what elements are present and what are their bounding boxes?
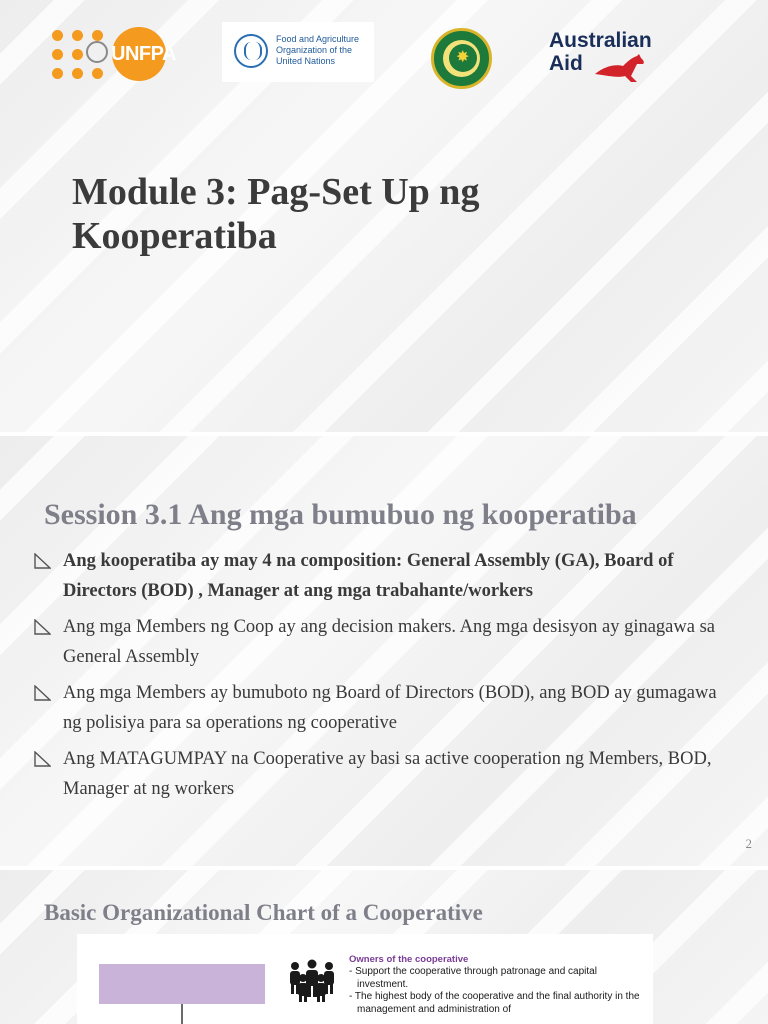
star-icon: ✸: [456, 47, 470, 66]
owners-point: - The highest body of the cooperative and the final authority in the management and administration of: [349, 991, 640, 1015]
australian-aid-text-line2: Aid: [549, 52, 583, 75]
bullet-item: [34, 744, 734, 804]
fao-text: [276, 34, 359, 67]
bullet-text: Ang kooperatiba ay may 4 na composition: General Assembly (GA), Board of Directors (BOD) , Manager at ang mga trabahante/workers: [63, 551, 674, 601]
org-chart: [77, 934, 653, 1024]
triangle-bullet-icon: [34, 751, 51, 767]
general-assembly-box: [99, 964, 265, 1004]
kangaroo-icon: [591, 52, 649, 84]
slide-session: [0, 436, 768, 866]
un-emblem-icon: [86, 41, 108, 63]
org-chart-title: Basic Organizational Chart of a Cooperative: [44, 900, 483, 925]
fao-text-line1: Food and Agriculture: [276, 34, 360, 44]
triangle-bullet-icon: [34, 685, 51, 701]
triangle-bullet-icon: [34, 619, 51, 635]
session-title: Session 3.1 Ang mga bumubuo ng kooperatiba: [44, 498, 637, 531]
people-group-icon: [285, 958, 339, 1002]
page-number: 2: [745, 836, 752, 851]
slide-org-chart: [0, 870, 768, 1024]
government-seal-icon: [431, 28, 492, 89]
connector-line: [181, 1004, 183, 1024]
module-title-line2: Kooperatiba: [72, 215, 277, 257]
fao-emblem-icon: [234, 34, 268, 68]
australian-aid-logo: [549, 30, 669, 86]
module-title: [72, 170, 692, 258]
bullet-text: Ang mga Members ng Coop ay ang decision makers. Ang mga desisyon ay ginagawa sa General Assembly: [63, 617, 715, 667]
australian-aid-text-line1: Australian: [549, 29, 652, 52]
owners-title: Owners of the cooperative: [349, 954, 469, 965]
fao-logo: [222, 22, 374, 82]
bullet-list: [34, 546, 734, 810]
module-title-line1: Module 3: Pag-Set Up ng: [72, 171, 480, 213]
bullet-text: Ang MATAGUMPAY na Cooperative ay basi sa active cooperation ng Members, BOD, Manager at ng workers: [63, 749, 712, 799]
bullet-item: [34, 612, 734, 672]
bullet-item: [34, 678, 734, 738]
fao-text-line3: United Nations: [276, 56, 336, 66]
triangle-bullet-icon: [34, 553, 51, 569]
bullet-item: [34, 546, 734, 606]
unfpa-logo: [48, 26, 176, 82]
owners-point: - Support the cooperative through patronage and capital investment.: [349, 966, 597, 990]
unfpa-text: UNFPA: [111, 43, 176, 65]
fao-text-line2: Organization of the: [276, 45, 353, 55]
slide-title: [0, 0, 768, 432]
owners-list: [349, 966, 649, 1016]
bullet-text: Ang mga Members ay bumuboto ng Board of Directors (BOD), ang BOD ay gumagawa ng polisiya para sa operations ng cooperative: [63, 683, 717, 733]
